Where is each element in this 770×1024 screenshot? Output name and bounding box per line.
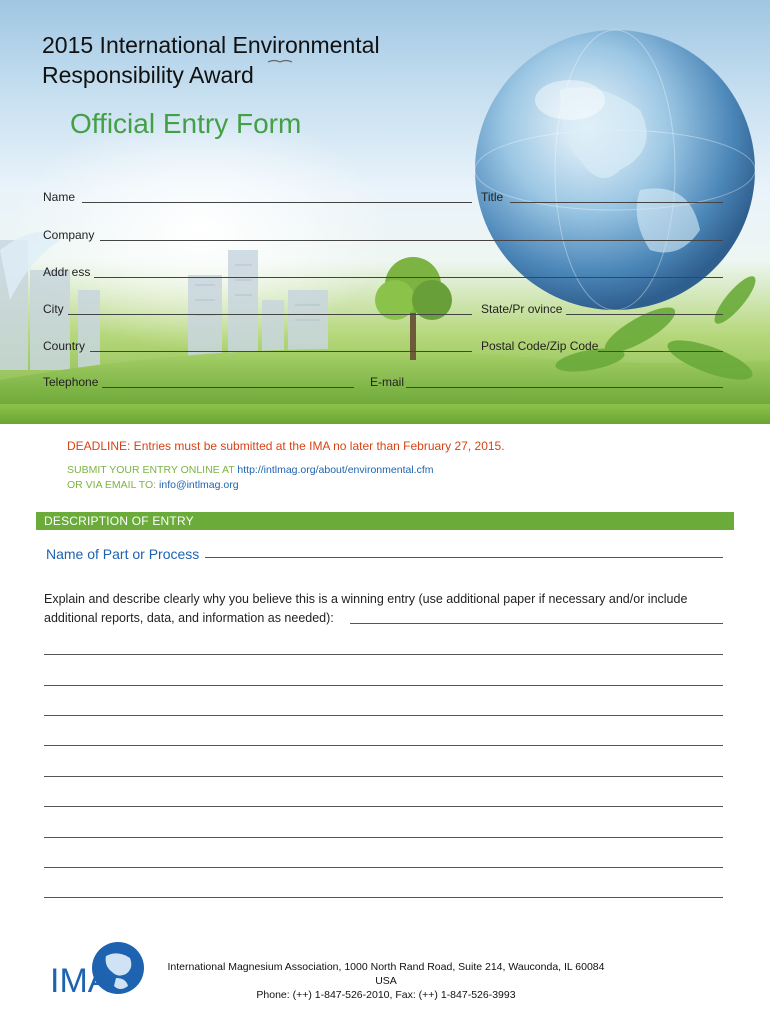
telephone-label: Telephone [43, 375, 99, 389]
submit-email-link[interactable]: info@intlmag.org [159, 479, 239, 491]
submit-email-label: OR VIA EMAIL TO: [67, 479, 157, 491]
address-field[interactable] [94, 277, 723, 278]
section-title: DESCRIPTION OF ENTRY [44, 514, 194, 528]
submit-online-line [67, 464, 434, 476]
globe [475, 30, 755, 310]
city-field[interactable] [68, 314, 472, 315]
company-label: Company [43, 228, 95, 242]
answer-line[interactable] [44, 715, 723, 716]
email-field[interactable] [406, 387, 723, 388]
country-label: Country [43, 339, 86, 353]
footer-phone: Phone: (++) 1-847-526-2010, Fax: (++) 1-847-526-3993 [256, 989, 516, 1001]
part-process-label: Name of Part or Process [46, 546, 200, 562]
description-section-header [36, 512, 734, 530]
title-label: Title [481, 190, 504, 204]
answer-line[interactable] [44, 776, 723, 777]
email-label: E-mail [370, 375, 405, 389]
title-field[interactable] [510, 202, 723, 203]
award-title: 2015 International Environmental Responsibility Award [42, 32, 380, 88]
form-subtitle: Official Entry Form [70, 108, 302, 139]
footer-address: International Magnesium Association, 1000 North Rand Road, Suite 214, Wauconda, IL 60084 USA [167, 961, 605, 987]
hero-banner [0, 0, 770, 420]
answer-line[interactable] [44, 897, 723, 898]
deadline-notice: DEADLINE: Entries must be submitted at the IMA no later than February 27, 2015. [67, 439, 505, 453]
name-field[interactable] [82, 202, 472, 203]
ima-logo [48, 938, 148, 998]
postal-field[interactable] [598, 351, 723, 352]
answer-line[interactable] [44, 806, 723, 807]
submit-online-label: SUBMIT YOUR ENTRY ONLINE AT [67, 464, 235, 476]
footer-contact [156, 960, 616, 1002]
green-divider-band [0, 404, 770, 424]
part-process-field[interactable] [205, 557, 723, 558]
submit-email-line [67, 479, 239, 491]
city-label: City [43, 302, 64, 316]
state-label: State/Pr ovince [481, 302, 563, 316]
answer-line[interactable] [44, 654, 723, 655]
country-field[interactable] [90, 351, 472, 352]
answer-line[interactable] [44, 867, 723, 868]
explain-instructions: Explain and describe clearly why you believe this is a winning entry (use additional paper if necessary and/or include additional reports, data, and information as needed): [44, 592, 688, 625]
name-label: Name [43, 190, 76, 204]
company-field[interactable] [100, 240, 723, 241]
address-label: Addr ess [43, 265, 91, 279]
answer-line[interactable] [44, 685, 723, 686]
answer-line[interactable] [44, 837, 723, 838]
postal-label: Postal Code/Zip Code [481, 339, 599, 353]
tree [375, 257, 452, 360]
submit-online-link[interactable]: http://intlmag.org/about/environmental.cfm [237, 464, 434, 476]
ima-logo-text: IMA [50, 962, 111, 998]
answer-line[interactable] [44, 745, 723, 746]
explain-first-line[interactable] [350, 623, 723, 624]
state-field[interactable] [566, 314, 723, 315]
telephone-field[interactable] [102, 387, 354, 388]
